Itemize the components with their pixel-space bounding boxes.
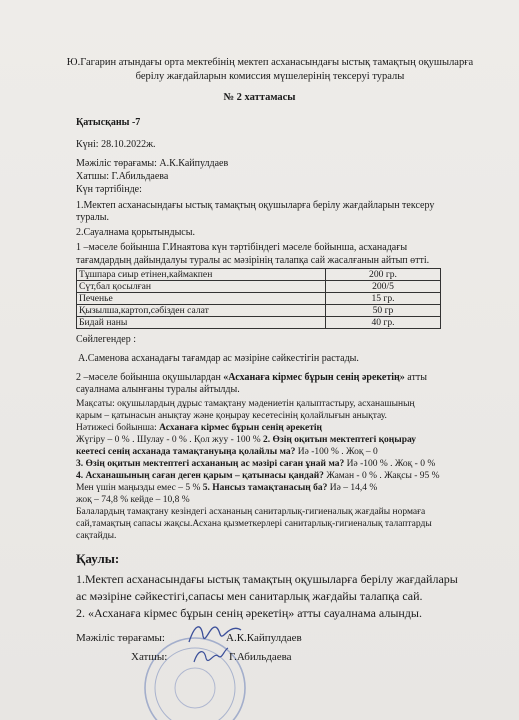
table-row — [77, 305, 441, 317]
issue-2-post: атты — [404, 372, 427, 383]
menu-item: Сүт,бал қосылған — [77, 281, 326, 293]
secretary-signature — [190, 642, 230, 670]
q1-answer: Жүгіру – 0 % . Шулау - 0 % . Қол жуу - 100 % — [76, 435, 264, 445]
menu-value: 40 гр. — [326, 317, 441, 329]
result-heading — [76, 423, 322, 435]
decision-1-line-2: ас мәзіріне сәйкестігі,сапасы мен санитарлық жағдайы талапқа сай. — [76, 589, 423, 603]
agenda-item-1: 1.Мектеп асханасындағы ыстық тамақтың оқушыларға берілу жағдайларын тексеру — [76, 200, 435, 211]
q2-question-cont: кеетесі сенің асханада тамақтануыңа қолайлы ма? — [76, 447, 296, 457]
summary-line-1: Балалардың тамақтану кезіндегі асхананың санитарлық-гигиеналық жағдайы нормаға — [76, 507, 426, 517]
decision-title: Қаулы: — [76, 551, 120, 566]
chair: Мәжіліс төрағамы: А.К.Кайпулдаев — [76, 158, 229, 169]
table-row — [77, 269, 441, 281]
summary-line-2: сай,тамақтың сапасы жақсы.Асхана қызметкерлері санитарлық-гигиеналық талаптарды — [76, 519, 432, 529]
table-row — [77, 293, 441, 305]
summary-line-3: сақтайды. — [76, 531, 117, 541]
menu-value: 15 гр. — [326, 293, 441, 305]
menu-table — [76, 268, 441, 329]
secretary-signature-label: Хатшы: — [131, 651, 168, 663]
survey-q1-line — [76, 435, 416, 447]
result-pre: Нәтижесі бойынша: — [76, 423, 160, 433]
menu-value: 200 гр. — [326, 269, 441, 281]
survey-name: «Асханаға кірмес бұрын сенің әрекетің» — [223, 372, 405, 383]
survey-q3-line — [76, 459, 435, 471]
decision-2: 2. «Асханаға кірмес бұрын сенің әрекетің» атты сауалнама алынды. — [76, 606, 422, 620]
result-title: Асханаға кірмес бұрын сенің әрекетің — [159, 423, 323, 433]
decision-1-line-1: 1.Мектеп асханасындағы ыстық тамақтың оқушыларға берілу жағдайлары — [76, 572, 458, 586]
speaker-samenova: А.Саменова асханадағы тағамдар ас мәзіріне сәйкестігін растады. — [78, 353, 359, 364]
purpose-line-1: Мақсаты: оқушылардың дұрыс тамақтану мәдениетін қалыптастыру, асханашының — [76, 399, 415, 409]
q4-answer: Жаман - 0 % . Жақсы - 95 % — [323, 471, 440, 481]
protocol-number: № 2 хаттамасы — [223, 92, 296, 103]
q2-answer: Иә -100 % . Жоқ – 0 — [295, 447, 378, 457]
agenda-title: Күн тәртібінде: — [76, 184, 142, 195]
survey-q2-line — [76, 447, 378, 459]
chair-signature-label: Мәжіліс төрағамы: — [76, 632, 165, 644]
menu-item: Қызылша,картоп,сәбізден салат — [77, 305, 326, 317]
menu-item: Тұшпара сиыр етінен,каймакпен — [77, 269, 326, 281]
agenda-item-1-cont: туралы. — [76, 212, 109, 223]
agenda-item-2: 2.Сауалнама қорытындысы. — [76, 227, 195, 238]
survey-q4-line — [76, 471, 440, 483]
menu-value: 50 гр — [326, 305, 441, 317]
q3-answer: Иә -100 % . Жоқ - 0 % — [344, 459, 436, 469]
issue-2-pre: 2 –мәселе бойынша оқушылардан — [76, 372, 224, 383]
menu-item: Печенье — [77, 293, 326, 305]
issue-2-line-2: сауалнама алынғаны туралы айтылды. — [76, 384, 240, 395]
purpose-line-2: қарым – қатынасын анықтау және қоңырау кесетесінің қолайлығын анықтау. — [76, 411, 387, 421]
q3-question: 3. Өзің оқитын мектептегі асхананың ас мәзірі саған ұнай ма? — [76, 459, 345, 469]
q4-question: 4. Асханашының саған деген қарым – қатынасы қандай? — [76, 471, 324, 481]
table-row — [77, 317, 441, 329]
q4-answer-cont: Мен үшін маңызды емес – 5 % — [76, 483, 203, 493]
q5-question: 5. Нансыз тамақтанасың ба? — [202, 483, 328, 493]
q5-answer: Иә – 14,4 % — [327, 483, 378, 493]
date: Күні: 28.10.2022ж. — [76, 139, 156, 150]
q2-question: 2. Өзің оқитын мектептегі қоңырау — [263, 435, 417, 445]
speakers-label: Сөйлегендер : — [76, 334, 137, 345]
survey-q5b-line: жоқ – 74,8 % кейде – 10,8 % — [76, 495, 190, 505]
secretary: Хатшы: Г.Абильдаева — [76, 171, 169, 182]
issue-1-line-2: тағамдардың дайындалуы туралы ас мәзірінің талапқа сай жасалғанын айтып өтті. — [76, 255, 430, 266]
chair-signature-name: А.К.Кайпулдаев — [226, 632, 302, 644]
issue-2-line-1 — [76, 372, 427, 384]
menu-item: Бидай наны — [77, 317, 326, 329]
issue-1-line-1: 1 –мәселе бойынша Г.Инаятова күн тәртібіндегі мәселе бойынша, асханадағы — [76, 242, 408, 253]
document-title: Ю.Гагарин атындағы орта мектебінің мектеп асханасындағы ыстық тамақтың оқушыларға берілу жағдайларын комиссия мүшелерінің тексеруі туралы — [66, 57, 474, 82]
table-row — [77, 281, 441, 293]
survey-q4b-line — [76, 483, 377, 495]
menu-value: 200/5 — [326, 281, 441, 293]
secretary-signature-name: Г.Абильдаева — [229, 651, 292, 663]
participants: Қатысқаны -7 — [76, 117, 141, 128]
